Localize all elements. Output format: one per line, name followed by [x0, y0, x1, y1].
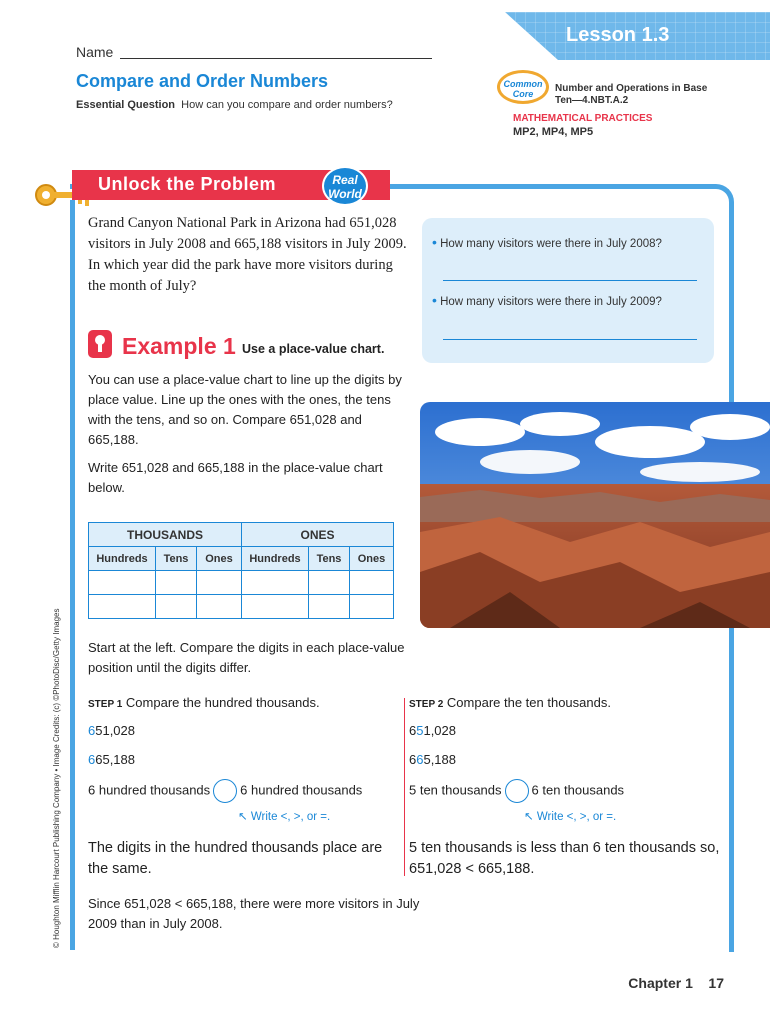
step1-n2-digit: 6 [88, 752, 96, 767]
step2-n1-digit: 5 [416, 723, 424, 738]
paragraph-1: You can use a place-value chart to line up the digits by place value. Line up the ones with the ones, the tens with the tens, and so on. Compare 651,028 and 665,188. [88, 372, 402, 447]
example-title: Example 1 [122, 333, 236, 359]
table-cell[interactable] [89, 571, 156, 595]
step2-conclusion: 5 ten thousands is less than 6 ten thousands so, 651,028 < 665,188. [409, 840, 720, 877]
table-cell[interactable] [156, 595, 197, 619]
step1-n2-rest: 65,188 [95, 752, 135, 767]
table-row [89, 595, 394, 619]
lesson-label: Lesson 1.3 [566, 24, 670, 46]
step2-heading [409, 695, 611, 710]
example-subtitle: Use a place-value chart. [242, 342, 385, 356]
step1-comparison [88, 779, 362, 803]
content-frame-left [70, 200, 75, 950]
table-cell[interactable] [197, 595, 242, 619]
step1-conclusion: The digits in the hundred thousands place are the same. [88, 840, 383, 877]
common-core-logo: Common Core [497, 70, 549, 104]
question-1-text: How many visitors were there in July 2008? [440, 238, 662, 250]
page-footer [628, 975, 724, 991]
name-label: Name [76, 44, 114, 60]
chapter-label: Chapter 1 [628, 975, 693, 991]
step1-number-1 [88, 723, 135, 738]
question-2 [432, 292, 662, 308]
col-hundreds-ones: Hundreds [242, 547, 309, 571]
step1-left: 6 hundred thousands [88, 782, 211, 798]
name-line[interactable] [120, 58, 432, 59]
step1-write-text: Write <, >, or =. [250, 811, 331, 823]
col-tens-ones: Tens [309, 547, 350, 571]
col-ones-thousands: Ones [197, 547, 242, 571]
real-world-badge [322, 166, 368, 206]
table-cell[interactable] [89, 595, 156, 619]
step2-number-1 [409, 723, 456, 738]
paragraph-2: Write 651,028 and 665,188 in the place-value chart below. [88, 460, 383, 495]
real-world-badge-text: Real World [328, 173, 362, 201]
col-tens-thousands: Tens [156, 547, 197, 571]
step2-n1-pre: 6 [409, 723, 417, 738]
place-value-chart [88, 522, 394, 619]
essential-question-label: Essential Question [76, 99, 176, 111]
step2-label: STEP 2 [409, 699, 444, 710]
step-divider [404, 698, 405, 876]
top-strip [0, 0, 770, 12]
step1-n1-rest: 51,028 [95, 723, 135, 738]
step2-n2-digit: 6 [416, 752, 424, 767]
table-cell[interactable] [309, 595, 350, 619]
paragraph-3: Start at the left. Compare the digits in each place-value position until the digits differ. [88, 640, 405, 675]
thousands-header: THOUSANDS [89, 523, 242, 547]
col-hundreds-thousands: Hundreds [89, 547, 156, 571]
step1-label: STEP 1 [88, 699, 123, 710]
step1-write-hint [238, 809, 330, 823]
step2-n2-rest: 5,188 [423, 752, 457, 767]
standard-text: Number and Operations in Base Ten—4.NBT.A.2 [555, 83, 708, 106]
question-2-text: How many visitors were there in July 2009? [440, 296, 662, 308]
bullet-icon: • [432, 292, 437, 308]
question-1 [432, 234, 662, 250]
page-title: Compare and Order Numbers [76, 71, 329, 91]
unlock-title: Unlock the Problem [98, 174, 277, 194]
ones-header: ONES [242, 523, 394, 547]
step1-right: 6 hundred thousands [240, 782, 363, 798]
step2-number-2 [409, 752, 456, 767]
bullet-icon: • [432, 234, 437, 250]
step1-heading [88, 695, 320, 710]
essential-question-text: How can you compare and order numbers? [181, 99, 393, 111]
math-practices-label: MATHEMATICAL PRACTICES [513, 113, 653, 124]
page-number: 17 [708, 975, 724, 991]
step2-left: 5 ten thousands [409, 782, 502, 798]
step1-number-2 [88, 752, 135, 767]
step2-n1-rest: 1,028 [423, 723, 457, 738]
problem-text: Grand Canyon National Park in Arizona had 651,028 visitors in July 2008 and 665,188 visitors in July 2009. In which year did the park have more visitors during the month of July? [88, 215, 407, 294]
table-cell[interactable] [350, 571, 394, 595]
col-ones-ones: Ones [350, 547, 394, 571]
step2-answer-circle[interactable] [505, 779, 529, 803]
table-cell[interactable] [309, 571, 350, 595]
step1-text: Compare the hundred thousands. [125, 695, 320, 710]
answer-line-2[interactable] [443, 339, 697, 340]
table-row [89, 571, 394, 595]
step2-write-text: Write <, >, or =. [536, 811, 617, 823]
step2-comparison [409, 779, 624, 803]
step2-right: 6 ten thousands [531, 782, 625, 798]
essential-question [76, 99, 393, 111]
answer-line-1[interactable] [443, 280, 697, 281]
step1-answer-circle[interactable] [213, 779, 237, 803]
table-cell[interactable] [197, 571, 242, 595]
table-cell[interactable] [350, 595, 394, 619]
step2-write-hint [524, 809, 616, 823]
summary-text: Since 651,028 < 665,188, there were more visitors in July 2009 than in July 2008. [88, 896, 420, 931]
step2-n2-pre: 6 [409, 752, 417, 767]
keyhole-icon [88, 330, 112, 358]
return-arrow-icon: ↖ [524, 811, 534, 823]
table-cell[interactable] [242, 595, 309, 619]
table-cell[interactable] [156, 571, 197, 595]
table-cell[interactable] [242, 571, 309, 595]
step1-n1-digit: 6 [88, 723, 96, 738]
math-practices-values: MP2, MP4, MP5 [513, 126, 594, 138]
image-credit: © Houghton Mifflin Harcourt Publishing Company • Image Credits: (c) ©PhotoDisc/Getty Images [52, 608, 61, 948]
step2-text: Compare the ten thousands. [446, 695, 611, 710]
grand-canyon-photo [420, 402, 770, 628]
return-arrow-icon: ↖ [238, 811, 248, 823]
